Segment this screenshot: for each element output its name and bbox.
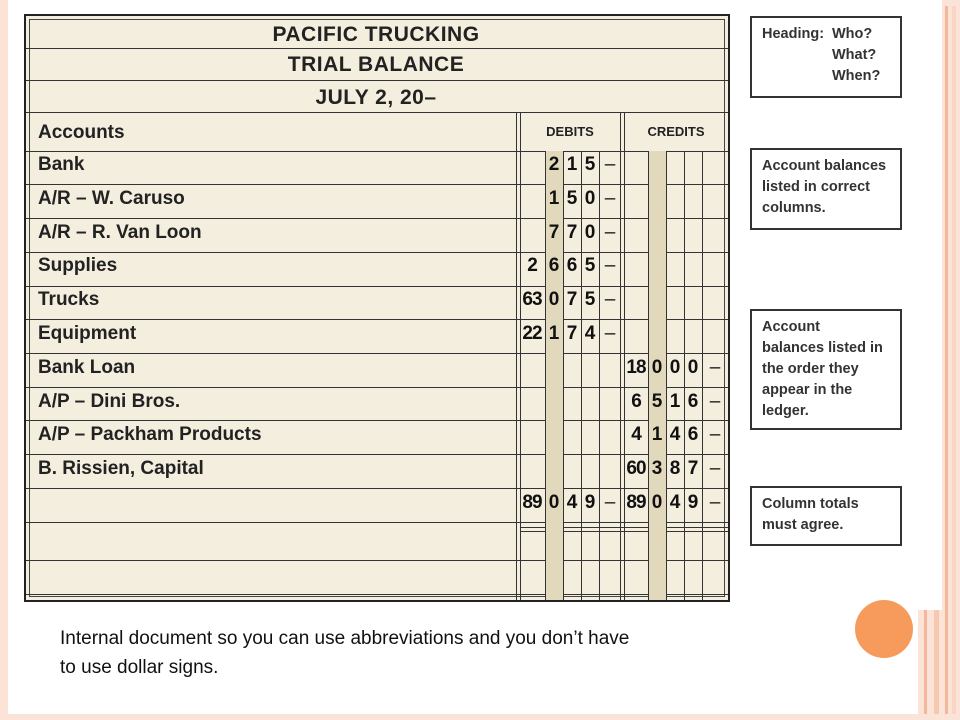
account-name: Supplies bbox=[38, 255, 118, 277]
debit-digit: 9 bbox=[584, 492, 596, 513]
account-name: Bank Loan bbox=[38, 356, 136, 378]
debit-cents-dash: – bbox=[604, 255, 616, 277]
note-heading-when: When? bbox=[832, 68, 881, 84]
account-name: A/R – R. Van Loon bbox=[38, 221, 202, 243]
credit-digit: 6 bbox=[687, 390, 699, 412]
credit-cents-dash: – bbox=[709, 356, 721, 378]
digit-rule bbox=[581, 151, 582, 600]
account-name: Trucks bbox=[38, 289, 100, 311]
debit-digit: 0 bbox=[548, 492, 560, 513]
debit-cents-dash: – bbox=[604, 221, 616, 243]
accounts-header: Accounts bbox=[38, 122, 125, 143]
debit-digit: 2 bbox=[548, 154, 560, 175]
credit-digit: 4 bbox=[669, 492, 681, 513]
debit-digit: 7 bbox=[566, 221, 578, 243]
debit-cents-dash: – bbox=[604, 187, 616, 209]
note-heading bbox=[750, 16, 902, 98]
debit-digit: 6 bbox=[548, 255, 560, 277]
credit-digit: 6 bbox=[631, 390, 641, 412]
debit-cents-dash: – bbox=[604, 323, 616, 344]
ledger-rule bbox=[26, 454, 728, 455]
credit-digit: 4 bbox=[669, 424, 681, 446]
column-rule bbox=[620, 112, 621, 600]
debit-digit: 4 bbox=[566, 492, 578, 513]
debit-digit: 22 bbox=[522, 323, 542, 344]
note-line: appear in the bbox=[762, 382, 853, 398]
account-name: A/P – Packham Products bbox=[38, 424, 262, 446]
note-line: Account bbox=[762, 319, 820, 335]
credit-digit: 1 bbox=[669, 390, 681, 412]
column-rule bbox=[516, 112, 517, 600]
debit-digit: 7 bbox=[566, 323, 578, 344]
credit-digit: 0 bbox=[651, 492, 663, 513]
note-line: ledger. bbox=[762, 403, 809, 419]
ledger-rule bbox=[26, 184, 728, 185]
debit-digit: 89 bbox=[522, 492, 542, 513]
account-name: Bank bbox=[38, 154, 85, 175]
debit-digit: 4 bbox=[584, 323, 596, 344]
debit-digit: 5 bbox=[584, 289, 596, 311]
ledger-rule bbox=[26, 112, 728, 113]
credit-digit: 0 bbox=[687, 356, 699, 378]
column-rule bbox=[520, 112, 521, 600]
bottom-border bbox=[0, 714, 960, 720]
note-line: columns. bbox=[762, 200, 826, 216]
credit-digit: 7 bbox=[687, 458, 699, 480]
account-name: A/P – Dini Bros. bbox=[38, 390, 181, 412]
trial-balance-ledger bbox=[24, 14, 730, 602]
debit-digit: 1 bbox=[566, 154, 578, 175]
note-line: must agree. bbox=[762, 517, 844, 533]
right-border-stripe bbox=[952, 0, 956, 720]
ledger-rule bbox=[26, 387, 728, 388]
ledger-rule bbox=[26, 488, 728, 489]
credit-digit: 0 bbox=[651, 356, 663, 378]
ledger-rule bbox=[26, 80, 728, 81]
credit-digit: 4 bbox=[631, 424, 641, 446]
debit-digit: 7 bbox=[566, 289, 578, 311]
credit-cents-dash: – bbox=[709, 492, 721, 513]
left-border bbox=[0, 0, 8, 720]
note-heading-what: What? bbox=[832, 47, 877, 63]
credit-cents-dash: – bbox=[709, 458, 721, 480]
debits-header: DEBITS bbox=[546, 124, 594, 139]
debit-digit: 7 bbox=[548, 221, 560, 243]
ledger-rule bbox=[26, 594, 728, 595]
debit-cents-dash: – bbox=[604, 289, 616, 311]
account-name: Equipment bbox=[38, 323, 137, 344]
debit-digit: 0 bbox=[584, 187, 596, 209]
account-name: B. Rissien, Capital bbox=[38, 458, 204, 480]
ledger-rule bbox=[26, 252, 728, 253]
ledger-date: JULY 2, 20– bbox=[315, 86, 437, 109]
credit-digit: 8 bbox=[669, 458, 681, 480]
note-balances-order bbox=[750, 309, 902, 430]
shaded-column bbox=[545, 151, 563, 600]
credit-digit: 3 bbox=[651, 458, 663, 480]
digit-rule bbox=[702, 151, 703, 600]
digit-rule bbox=[545, 151, 546, 600]
ledger-rule bbox=[26, 353, 728, 354]
credit-digit: 9 bbox=[687, 492, 699, 513]
debit-digit: 5 bbox=[566, 187, 578, 209]
credit-digit: 1 bbox=[651, 424, 663, 446]
note-line: listed in correct bbox=[762, 179, 870, 195]
credit-digit: 60 bbox=[626, 458, 646, 480]
right-border-stripe bbox=[945, 0, 948, 720]
debit-cents-dash: – bbox=[604, 492, 616, 513]
ledger-rule bbox=[26, 218, 728, 219]
credit-cents-dash: – bbox=[709, 424, 721, 446]
account-name: A/R – W. Caruso bbox=[38, 187, 185, 209]
ledger-subtitle: TRIAL BALANCE bbox=[287, 53, 465, 76]
credit-digit: 6 bbox=[687, 424, 699, 446]
ledger-rule bbox=[26, 286, 728, 287]
note-line: Account balances bbox=[762, 158, 887, 174]
credits-header: CREDITS bbox=[647, 124, 705, 139]
footer-line-2: to use dollar signs. bbox=[60, 657, 219, 678]
debit-digit: 0 bbox=[548, 289, 560, 311]
note-line: balances listed in bbox=[762, 340, 883, 356]
credit-digit: 89 bbox=[626, 492, 646, 513]
footer-caption bbox=[60, 624, 820, 682]
debit-digit: 2 bbox=[527, 255, 537, 277]
ledger-title: PACIFIC TRUCKING bbox=[272, 23, 480, 46]
digit-rule bbox=[599, 151, 600, 600]
ledger-rule bbox=[26, 560, 728, 561]
ledger-rule bbox=[26, 420, 728, 421]
ledger-rule bbox=[26, 151, 728, 152]
debit-digit: 1 bbox=[548, 187, 560, 209]
note-balances-columns bbox=[750, 148, 902, 230]
debit-digit: 1 bbox=[548, 323, 560, 344]
debit-digit: 0 bbox=[584, 221, 596, 243]
ledger-rule bbox=[26, 48, 728, 49]
credit-digit: 5 bbox=[651, 390, 663, 412]
credit-cents-dash: – bbox=[709, 390, 721, 412]
debit-digit: 5 bbox=[584, 154, 596, 175]
credit-digit: 18 bbox=[626, 356, 646, 378]
debit-digit: 63 bbox=[522, 289, 542, 311]
credit-digit: 0 bbox=[669, 356, 681, 378]
digit-rule bbox=[563, 151, 564, 600]
note-line: Column totals bbox=[762, 496, 859, 512]
note-totals bbox=[750, 486, 902, 546]
accent-circle bbox=[855, 600, 913, 658]
note-line: the order they bbox=[762, 361, 859, 377]
note-heading-label: Heading: bbox=[762, 26, 825, 42]
debit-cents-dash: – bbox=[604, 154, 616, 175]
footer-line-1: Internal document so you can use abbreviations and you don’t have bbox=[60, 628, 630, 649]
note-heading-who: Who? bbox=[832, 26, 873, 42]
ledger-rule bbox=[26, 319, 728, 320]
ledger-rule bbox=[26, 522, 728, 523]
debit-digit: 5 bbox=[584, 255, 596, 277]
debit-digit: 6 bbox=[566, 255, 578, 277]
